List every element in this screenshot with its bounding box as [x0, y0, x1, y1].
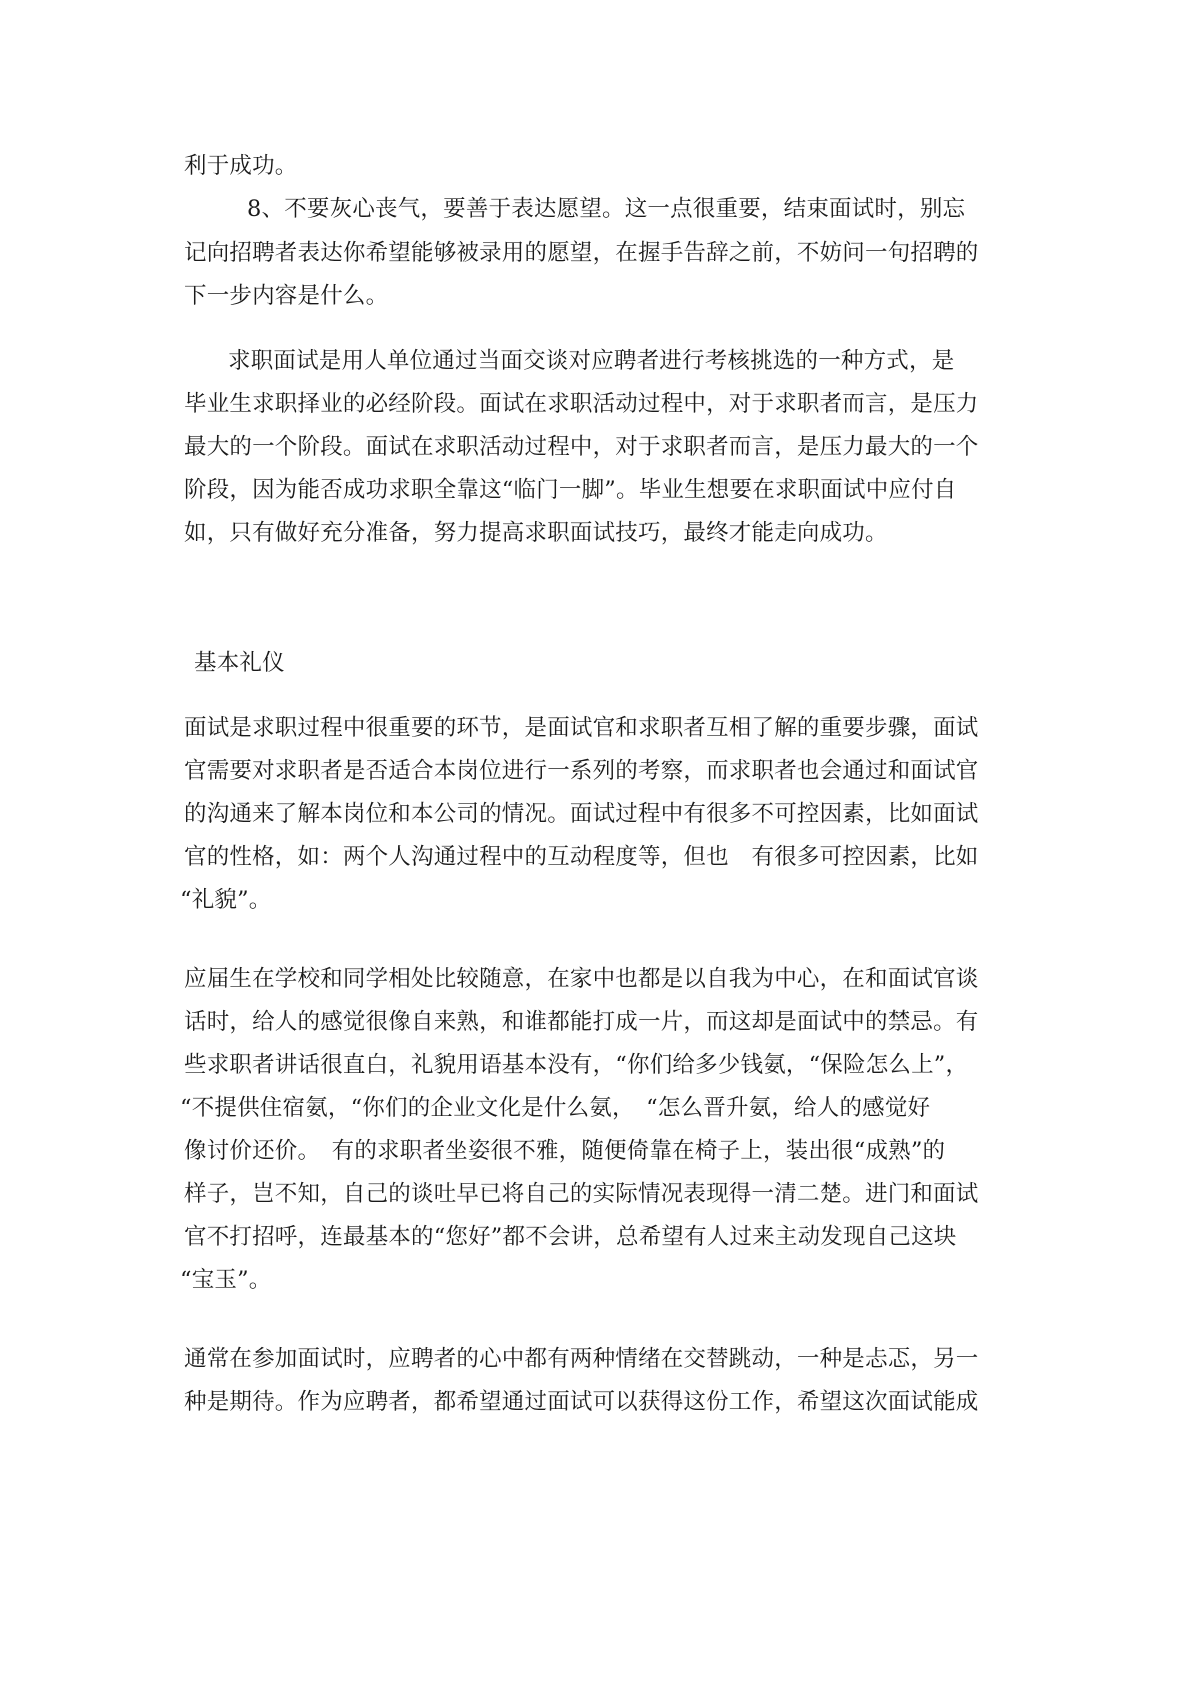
para-2-line: 样子，岂不知，自己的谈吐早已将自己的实际情况表现得一清二楚。进门和面试: [184, 1181, 979, 1207]
para-1-line: 官的性格，如：两个人沟通过程中的互动程度等，但也 有很多可控因素，比如: [184, 844, 979, 870]
section-heading: 基本礼仪: [194, 650, 285, 676]
para-2-line: “不提供住宿氨，“你们的企业文化是什么氨， “怎么晋升氨，给人的感觉好: [180, 1095, 931, 1121]
paragraph-tail-line: 利于成功。: [184, 153, 298, 179]
para-3-line: 通常在参加面试时，应聘者的心中都有两种情绪在交替跳动，一种是忐忑，另一: [184, 1346, 979, 1372]
para-2-line: 应届生在学校和同学相处比较随意，在家中也都是以自我为中心，在和面试官谈: [184, 966, 979, 992]
intro-line: 最大的一个阶段。面试在求职活动过程中，对于求职者而言，是压力最大的一个: [184, 434, 979, 460]
intro-line: 如，只有做好充分准备，努力提高求职面试技巧，最终才能走向成功。: [184, 520, 888, 546]
para-2-line: “宝玉”。: [180, 1267, 272, 1293]
para-2-line: 些求职者讲话很直白，礼貌用语基本没有，“你们给多少钱氨，“保险怎么上”，: [184, 1052, 969, 1078]
intro-line: 阶段，因为能否成功求职全靠这“临门一脚”。毕业生想要在求职面试中应付自: [184, 477, 957, 503]
para-2-line: 官不打招呼，连最基本的“您好”都不会讲，总希望有人过来主动发现自己这块: [184, 1224, 957, 1250]
para-2-line: 话时，给人的感觉很像自来熟，和谁都能打成一片，而这却是面试中的禁忌。有: [184, 1009, 979, 1035]
intro-line: 毕业生求职择业的必经阶段。面试在求职活动过程中，对于求职者而言，是压力: [184, 391, 979, 417]
item-8-line: 记向招聘者表达你希望能够被录用的愿望，在握手告辞之前，不妨问一句招聘的: [184, 240, 979, 266]
para-1-line: 官需要对求职者是否适合本岗位进行一系列的考察，而求职者也会通过和面试官: [184, 758, 979, 784]
para-3-line: 种是期待。作为应聘者，都希望通过面试可以获得这份工作，希望这次面试能成: [184, 1389, 979, 1415]
item-8-line: 8、不要灰心丧气，要善于表达愿望。这一点很重要，结束面试时，别忘: [247, 196, 966, 222]
para-1-line: 面试是求职过程中很重要的环节，是面试官和求职者互相了解的重要步骤，面试: [184, 715, 979, 741]
intro-line: 求职面试是用人单位通过当面交谈对应聘者进行考核挑选的一种方式，是: [228, 348, 955, 374]
para-2-line: 像讨价还价。 有的求职者坐姿很不雅，随便倚靠在椅子上，装出很“成熟”的: [184, 1138, 946, 1164]
para-1-line: “礼貌”。: [180, 887, 272, 913]
para-1-line: 的沟通来了解本岗位和本公司的情况。面试过程中有很多不可控因素，比如面试: [184, 801, 979, 827]
item-8-line: 下一步内容是什么。: [184, 283, 389, 309]
